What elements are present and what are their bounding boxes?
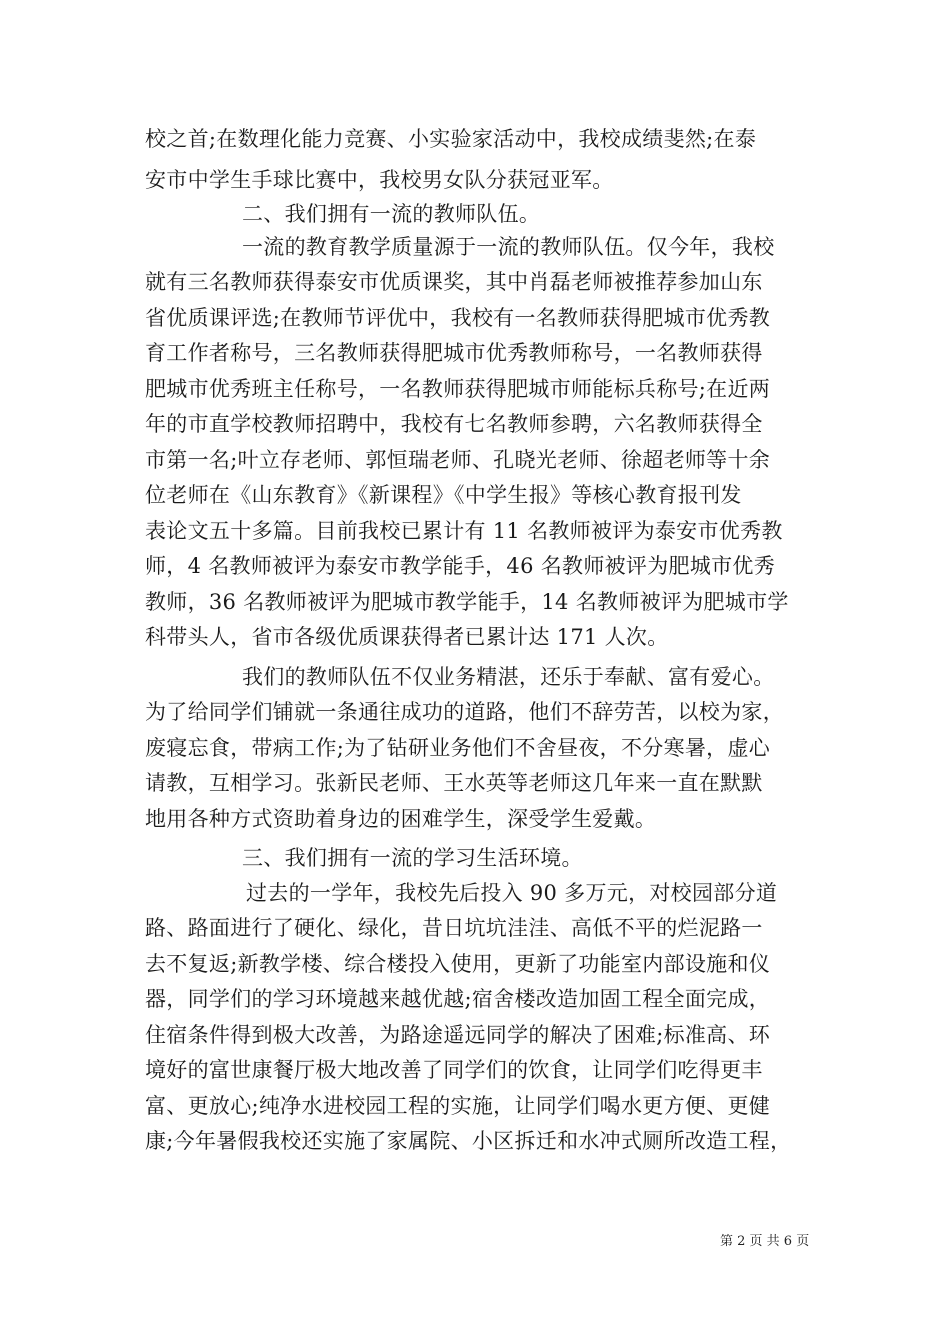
text-line: 校之首;在数理化能力竞赛、小实验家活动中，我校成绩斐然;在泰 bbox=[145, 127, 757, 151]
text-line: 我们的教师队伍不仅业务精湛，还乐于奉献、富有爱心。 bbox=[242, 665, 775, 689]
text-line: 年的市直学校教师招聘中，我校有七名教师参聘，六名教师获得全 bbox=[145, 412, 763, 436]
text-line: 为了给同学们铺就一条通往成功的道路，他们不辞劳苦，以校为家， bbox=[145, 700, 784, 724]
text-line: 一流的教育教学质量源于一流的教师队伍。仅今年，我校 bbox=[242, 235, 775, 259]
text-line: 安市中学生手球比赛中，我校男女队分获冠亚军。 bbox=[145, 168, 614, 192]
text-line: 请教，互相学习。张新民老师、王水英等老师这几年来一直在默默 bbox=[145, 771, 763, 795]
text-line: 表论文五十多篇。目前我校已累计有 11 名教师被评为泰安市优秀教 bbox=[145, 519, 783, 543]
text-line: 路、路面进行了硬化、绿化，昔日坑坑洼洼、高低不平的烂泥路一 bbox=[145, 916, 763, 940]
text-line: 康;今年暑假我校还实施了家属院、小区拆迁和水冲式厕所改造工程， bbox=[145, 1129, 792, 1153]
text-line: 位老师在《山东教育》《新课程》《中学生报》等核心教育报刊发 bbox=[145, 483, 742, 507]
text-line: 境好的富世康餐厅极大地改善了同学们的饮食，让同学们吃得更丰 bbox=[145, 1058, 763, 1082]
text-line: 地用各种方式资助着身边的困难学生，深受学生爱戴。 bbox=[145, 807, 657, 831]
text-line: 科带头人，省市各级优质课获得者已累计达 171 人次。 bbox=[145, 625, 669, 649]
text-line: 省优质课评选;在教师节评优中，我校有一名教师获得肥城市优秀教 bbox=[145, 306, 771, 330]
text-line: 废寝忘食，带病工作;为了钻研业务他们不舍昼夜，不分寒暑，虚心 bbox=[145, 736, 771, 760]
text-line: 器，同学们的学习环境越来越优越;宿舍楼改造加固工程全面完成， bbox=[145, 987, 771, 1011]
page-number: 第 2 页 共 6 页 bbox=[720, 1234, 810, 1249]
text-line: 肥城市优秀班主任称号，一名教师获得肥城市师能标兵称号;在近两 bbox=[145, 377, 771, 401]
text-line: 教师，36 名教师被评为肥城市教学能手，14 名教师被评为肥城市学 bbox=[145, 590, 789, 614]
section-heading: 二、我们拥有一流的教师队伍。 bbox=[242, 202, 541, 226]
text-line: 师，4 名教师被评为泰安市教学能手，46 名教师被评为肥城市优秀 bbox=[145, 554, 776, 578]
text-line: 过去的一学年，我校先后投入 90 多万元，对校园部分道 bbox=[246, 881, 778, 905]
text-line: 育工作者称号，三名教师获得肥城市优秀教师称号，一名教师获得 bbox=[145, 341, 763, 365]
section-heading: 三、我们拥有一流的学习生活环境。 bbox=[242, 846, 583, 870]
text-line: 就有三名教师获得泰安市优质课奖，其中肖磊老师被推荐参加山东 bbox=[145, 270, 763, 294]
text-line: 市第一名;叶立存老师、郭恒瑞老师、孔晓光老师、徐超老师等十余 bbox=[145, 448, 771, 472]
text-line: 富、更放心;纯净水进校园工程的实施，让同学们喝水更方便、更健 bbox=[145, 1094, 771, 1118]
text-line: 住宿条件得到极大改善，为路途遥远同学的解决了困难;标准高、环 bbox=[145, 1023, 771, 1047]
text-line: 去不复返;新教学楼、综合楼投入使用，更新了功能室内部设施和仪 bbox=[145, 952, 771, 976]
